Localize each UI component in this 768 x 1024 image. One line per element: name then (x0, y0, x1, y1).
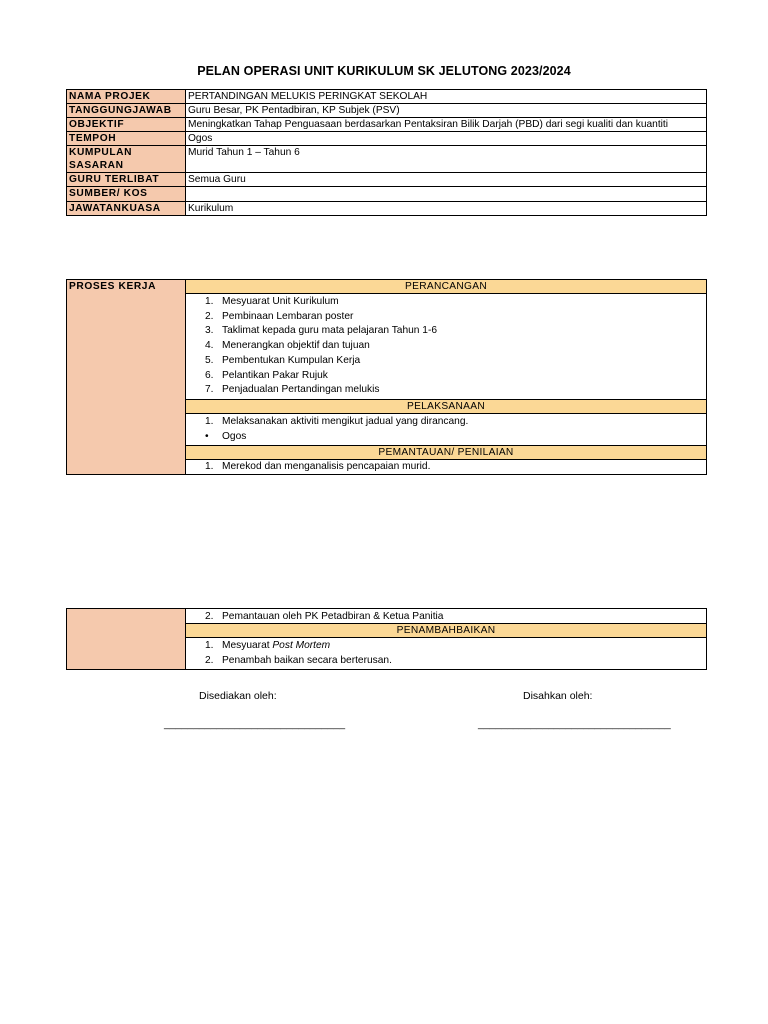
list-item: 2. Penambah baikan secara berterusan. (205, 654, 392, 666)
info-label: KUMPULAN SASARAN (67, 146, 186, 173)
section-heading-penambahbaikan: PENAMBAHBAIKAN (186, 624, 707, 638)
project-info-table (66, 89, 707, 216)
info-value: Murid Tahun 1 – Tahun 6 (186, 146, 707, 173)
list-item-italic: Post Mortem (272, 640, 331, 651)
list-item: 2. Pembinaan Lembaran poster (205, 310, 354, 322)
list-item: 2. Pemantauan oleh PK Petadbiran & Ketua Panitia (205, 611, 444, 622)
section-heading-perancangan: PERANCANGAN (186, 280, 707, 294)
process-table (66, 279, 707, 475)
list-item-text: Pembinaan Lembaran poster (222, 310, 354, 322)
info-row-sumber-kos (67, 187, 707, 202)
bullet-icon: • (205, 430, 209, 442)
info-label: NAMA PROJEK (67, 90, 186, 104)
info-value: Guru Besar, PK Pentadbiran, KP Subjek (PSV) (186, 104, 707, 118)
list-item-text: Taklimat kepada guru mata pelajaran Tahun 1-6 (222, 325, 438, 337)
list-item: 6. Pelantikan Pakar Rujuk (205, 369, 328, 381)
info-row-objektif (67, 118, 707, 132)
list-item-text: Merekod dan menganalisis pencapaian murid. (222, 461, 431, 473)
list-item: 5. Pembentukan Kumpulan Kerja (205, 354, 361, 366)
bullet-item (188, 430, 704, 445)
approved-by-signature-line: _________________________________ (478, 718, 671, 730)
section-heading-pemantauan: PEMANTAUAN/ PENILAIAN (186, 446, 707, 460)
list-item-text: Melaksanakan aktiviti mengikut jadual yang dirancang. (222, 415, 469, 427)
info-value: PERTANDINGAN MELUKIS PERINGKAT SEKOLAH (186, 90, 707, 104)
info-value: Meningkatkan Tahap Penguasaan berdasarkan Pentaksiran Bilik Darjah (PBD) dari segi kualiti dan kuantiti (186, 118, 707, 132)
list-item: 1. Melaksanakan aktiviti mengikut jadual yang dirancang. (205, 415, 469, 427)
approved-by-label: Disahkan oleh: (523, 690, 593, 702)
list-item-text: Pelantikan Pakar Rujuk (222, 369, 328, 381)
document-title: PELAN OPERASI UNIT KURIKULUM SK JELUTONG 2023/2024 (197, 64, 571, 78)
process-label: PROSES KERJA (67, 280, 186, 475)
list-item: 3. Taklimat kepada guru mata pelajaran Tahun 1-6 (205, 325, 438, 337)
info-row-nama-projek (67, 90, 707, 104)
info-value: Ogos (186, 132, 707, 146)
info-row-tempoh (67, 132, 707, 146)
list-item-text: Penjadualan Pertandingan melukis (222, 384, 380, 396)
process-label-continued (67, 609, 186, 670)
list-item: 1. Mesyuarat Post Mortem (205, 640, 331, 651)
info-value (186, 187, 707, 202)
info-label: TEMPOH (67, 132, 186, 146)
info-row-jawatankuasa (67, 202, 707, 216)
list-item: 1. Merekod dan menganalisis pencapaian murid. (205, 461, 431, 473)
info-value: Semua Guru (186, 173, 707, 187)
list-item-text: Pembentukan Kumpulan Kerja (222, 354, 361, 366)
prepared-by-label: Disediakan oleh: (199, 690, 277, 702)
list-item-text: Mesyuarat Unit Kurikulum (222, 296, 339, 307)
info-row-tanggungjawab (67, 104, 707, 118)
process-row-header (67, 280, 707, 294)
info-row-guru-terlibat (67, 173, 707, 187)
info-row-kumpulan-sasaran (67, 146, 707, 173)
info-label: TANGGUNGJAWAB (67, 104, 186, 118)
list-item-text: Mesyuarat (222, 640, 273, 651)
info-label: GURU TERLIBAT (67, 173, 186, 187)
list-item: 4. Menerangkan objektif dan tujuan (205, 340, 370, 352)
list-item: 1. Mesyuarat Unit Kurikulum (205, 296, 339, 307)
list-item: 7. Penjadualan Pertandingan melukis (205, 384, 380, 396)
info-label: OBJEKTIF (67, 118, 186, 132)
list-item-text: Menerangkan objektif dan tujuan (222, 340, 370, 352)
list-item-text: Penambah baikan secara berterusan. (222, 654, 392, 666)
info-label: JAWATANKUASA (67, 202, 186, 216)
prepared-by-signature-line: _______________________________ (164, 718, 346, 730)
list-item-text: Pemantauan oleh PK Petadbiran & Ketua Panitia (222, 611, 444, 622)
info-label: SUMBER/ KOS (67, 187, 186, 202)
process-table-continued (66, 608, 707, 670)
info-value: Kurikulum (186, 202, 707, 216)
bullet-text: Ogos (222, 430, 247, 442)
process-row-pemantauan-continued (67, 609, 707, 624)
section-heading-pelaksanaan: PELAKSANAAN (186, 399, 707, 413)
